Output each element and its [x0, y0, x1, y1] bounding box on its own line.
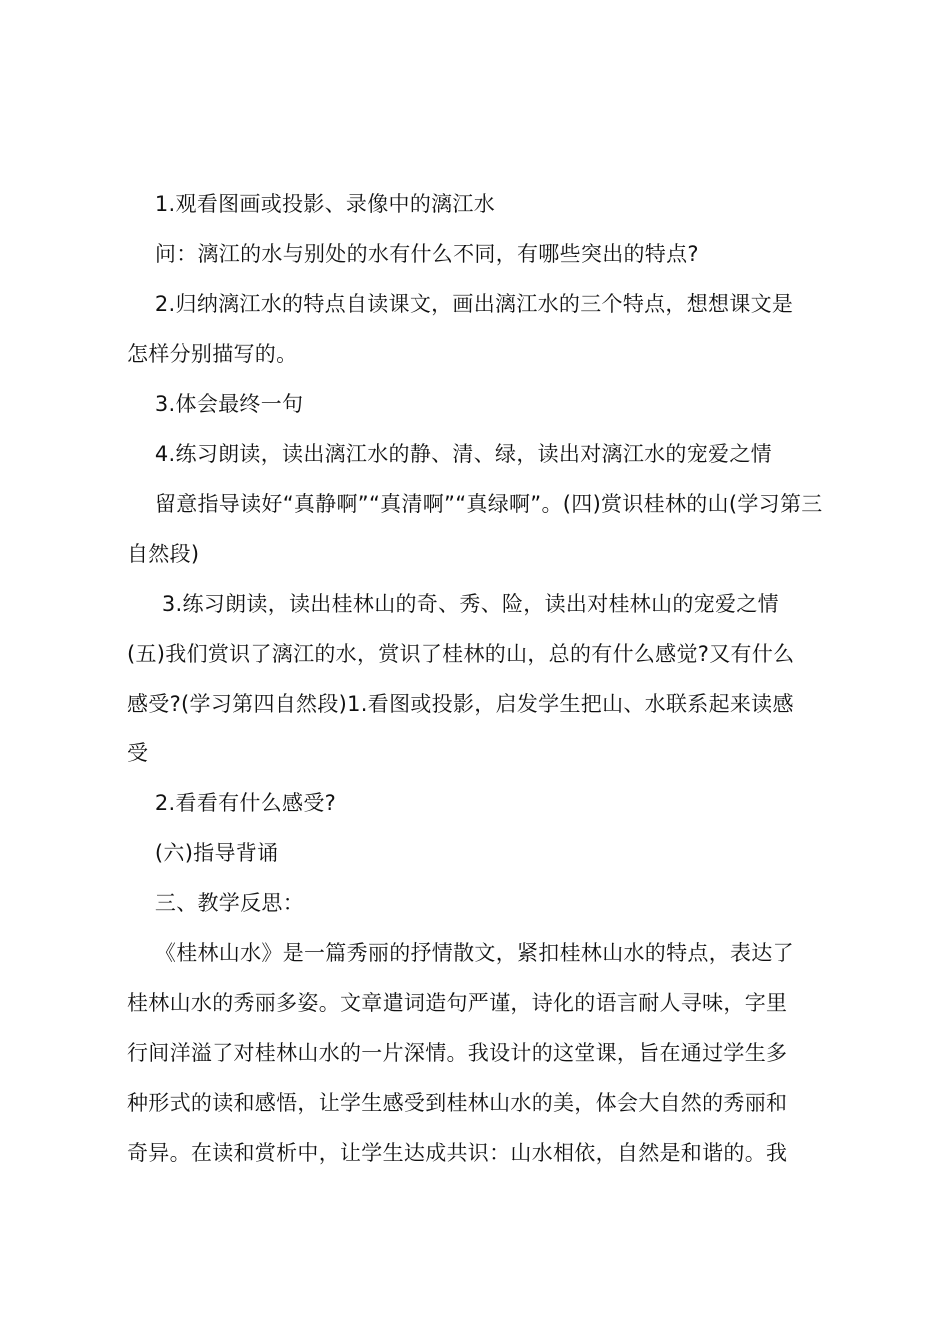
text-line: 怎样分别描写的。: [127, 342, 298, 366]
text-line: 1.观看图画或投影、录像中的漓江水: [127, 192, 496, 216]
text-line: 留意指导读好“真静啊”“真清啊”“真绿啊”。(四)赏识桂林的山(学习第三: [127, 492, 823, 516]
text-line: 三、教学反思：: [127, 891, 305, 915]
text-line: 行间洋溢了对桂林山水的一片深情。我设计的这堂课，旨在通过学生多: [127, 1041, 788, 1065]
text-line: (六)指导背诵: [127, 841, 279, 865]
text-line: (五)我们赏识了漓江的水，赏识了桂林的山，总的有什么感觉?又有什么: [127, 642, 795, 666]
text-line: 自然段): [127, 542, 200, 566]
text-line: 3.体会最终一句: [127, 392, 304, 416]
text-line: 2.归纳漓江水的特点自读课文，画出漓江水的三个特点，想想课文是: [127, 292, 794, 316]
text-line: 4.练习朗读，读出漓江水的静、清、绿，读出对漓江水的宠爱之情: [127, 442, 772, 466]
text-line: 种形式的读和感悟，让学生感受到桂林山水的美，体会大自然的秀丽和: [127, 1091, 788, 1115]
text-line: 奇异。在读和赏析中，让学生达成共识：山水相依，自然是和谐的。我: [127, 1141, 788, 1165]
text-line: 3.练习朗读，读出桂林山的奇、秀、险，读出对桂林山的宠爱之情: [127, 592, 779, 616]
text-line: 桂林山水的秀丽多姿。文章遣词造句严谨，诗化的语言耐人寻味，字里: [127, 991, 788, 1015]
text-line: 受: [127, 741, 149, 765]
text-line: 《桂林山水》是一篇秀丽的抒情散文，紧扣桂林山水的特点，表达了: [127, 941, 794, 965]
text-line: 2.看看有什么感受?: [127, 791, 337, 815]
text-line: 感受?(学习第四自然段)1.看图或投影，启发学生把山、水联系起来读感: [127, 692, 794, 716]
text-line: 问：漓江的水与别处的水有什么不同，有哪些突出的特点?: [127, 242, 699, 266]
